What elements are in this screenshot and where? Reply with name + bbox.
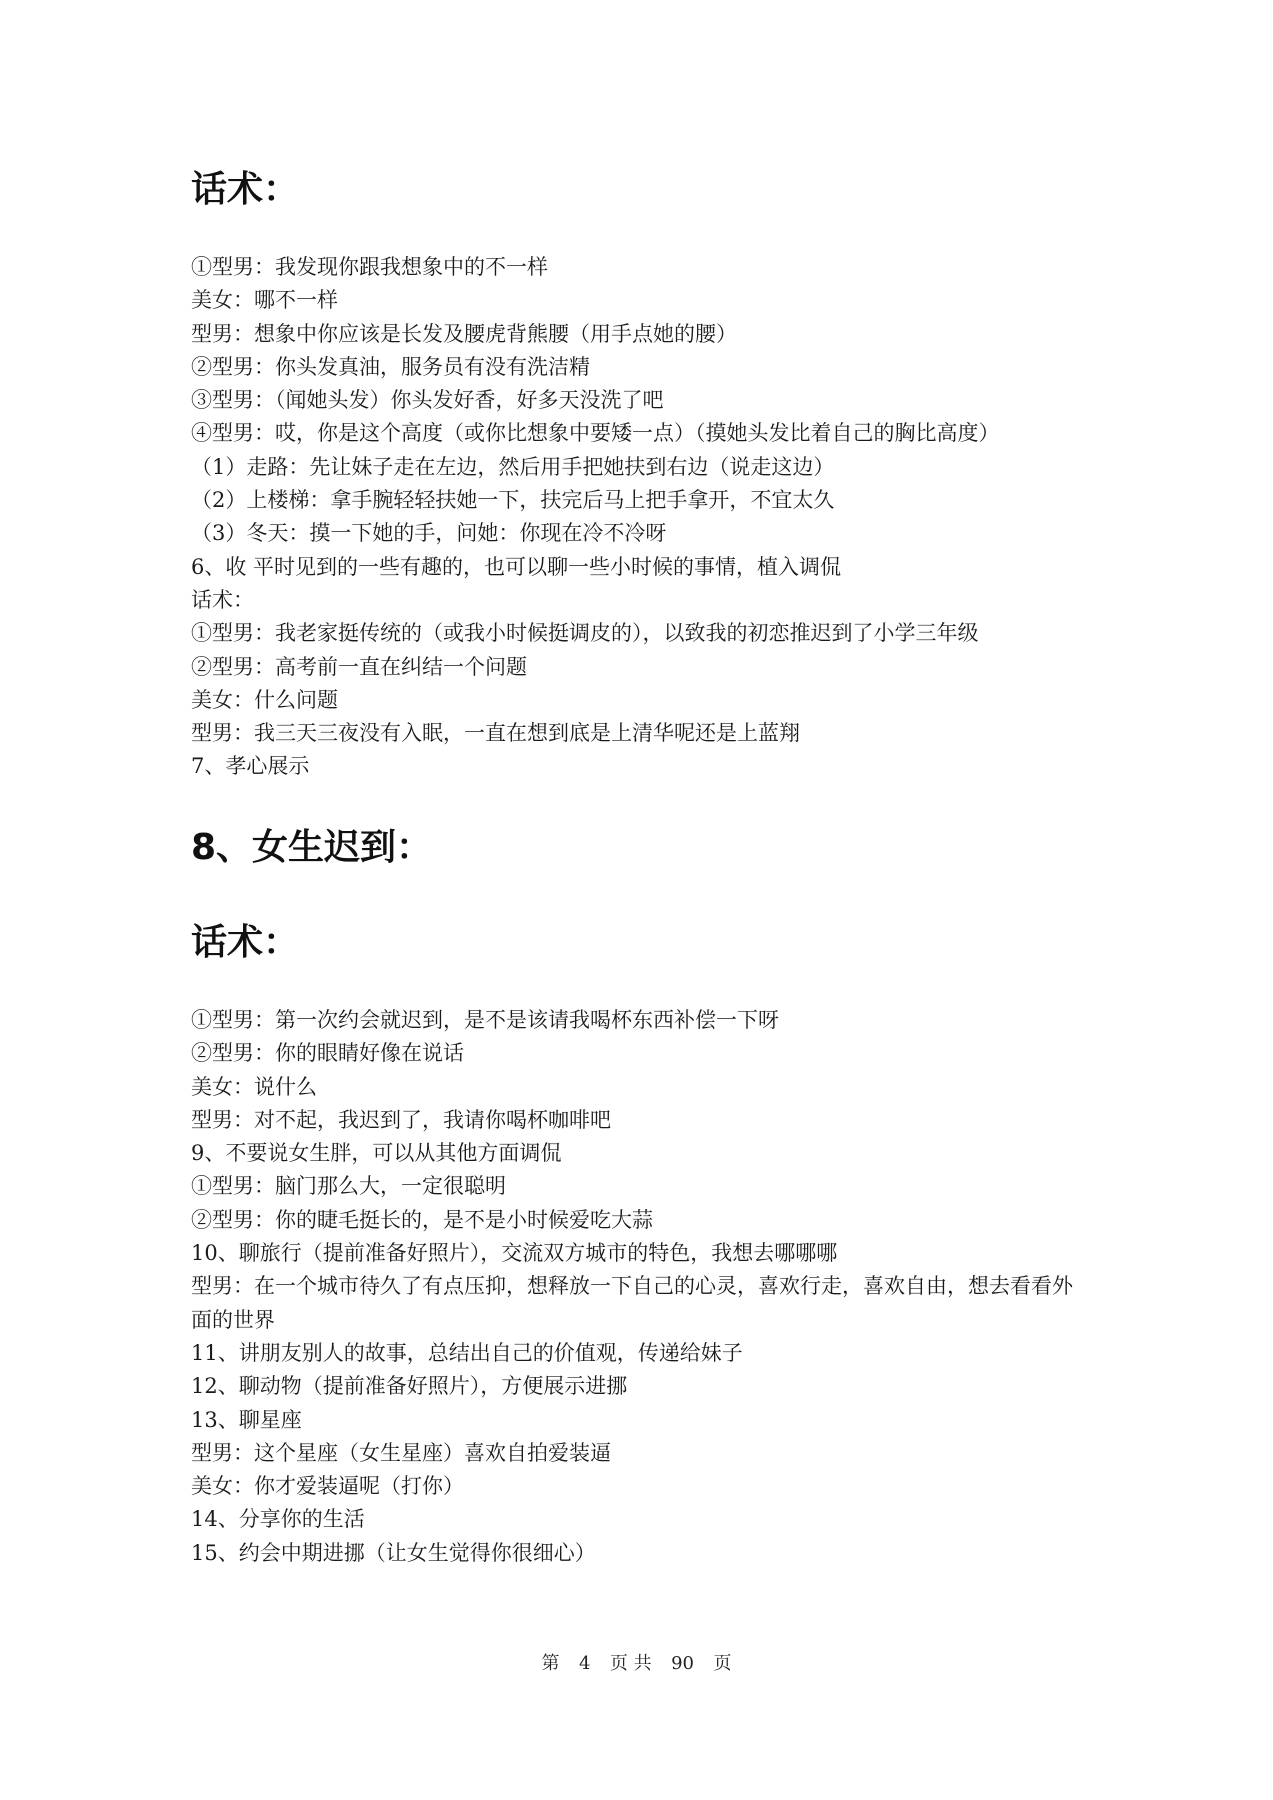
text-line: 10、聊旅行（提前准备好照片），交流双方城市的特色，我想去哪哪哪 — [191, 1241, 838, 1266]
text-line: 美女：你才爱装逼呢（打你） — [191, 1474, 464, 1499]
text-line: 7、孝心展示 — [191, 754, 310, 779]
total-pages: 90 — [671, 1653, 695, 1674]
text-line: 15、约会中期进挪（让女生觉得你很细心） — [191, 1540, 596, 1565]
text-line: 美女：什么问题 — [191, 687, 338, 712]
text-line: 美女：说什么 — [191, 1074, 317, 1099]
text-line: ③型男：（闻她头发）你头发好香，好多天没洗了吧 — [191, 388, 664, 413]
dialogue-block-1 — [191, 251, 1091, 784]
text-line: （2）上楼梯：拿手腕轻轻扶她一下，扶完后马上把手拿开，不宜太久 — [191, 488, 835, 513]
text-line: 6、收 平时见到的一些有趣的，也可以聊一些小时候的事情，植入调侃 — [191, 554, 842, 579]
text-line: ②型男：你的眼睛好像在说话 — [191, 1041, 464, 1066]
current-page-number: 4 — [578, 1653, 591, 1674]
text-line: 12、聊动物（提前准备好照片），方便展示进挪 — [191, 1374, 628, 1399]
text-line: 话术： — [191, 587, 254, 612]
text-line: （1）走路：先让妹子走在左边，然后用手把她扶到右边（说走这边） — [191, 454, 835, 479]
text-line: 14、分享你的生活 — [191, 1507, 365, 1532]
text-line: 11、讲朋友别人的故事，总结出自己的价值观，传递给妹子 — [191, 1340, 743, 1365]
text-line: ①型男：我老家挺传统的（或我小时候挺调皮的），以致我的初恋推迟到了小学三年级 — [191, 621, 979, 646]
text-line-wrapped: 型男：在一个城市待久了有点压抑，想释放一下自己的心灵，喜欢行走，喜欢自由，想去看看外面的世界 — [191, 1274, 1073, 1332]
text-line: ④型男：哎，你是这个高度（或你比想象中要矮一点）（摸她头发比着自己的胸比高度） — [191, 421, 1000, 446]
text-line: ①型男：第一次约会就迟到，是不是该请我喝杯东西补偿一下呀 — [191, 1008, 779, 1032]
text-line: 型男：这个星座（女生星座）喜欢自拍爱装逼 — [191, 1440, 611, 1465]
section-heading-late-arrival: 8、女生迟到： — [191, 827, 433, 868]
text-line: ①型男：脑门那么大，一定很聪明 — [191, 1174, 506, 1199]
text-line: ②型男：你头发真油，服务员有没有洗洁精 — [191, 354, 590, 379]
text-line: 型男：我三天三夜没有入眠，一直在想到底是上清华呢还是上蓝翔 — [191, 721, 800, 746]
footer-prefix: 第 — [541, 1653, 560, 1674]
text-line: 13、聊星座 — [191, 1407, 302, 1432]
section-heading-huashu-2: 话术： — [191, 922, 300, 963]
dialogue-block-2 — [191, 1004, 1091, 1570]
text-line: 美女：哪不一样 — [191, 288, 338, 313]
text-line: ②型男：高考前一直在纠结一个问题 — [191, 654, 527, 679]
text-line: ②型男：你的睫毛挺长的，是不是小时候爱吃大蒜 — [191, 1207, 653, 1232]
page-footer — [0, 1652, 1273, 1676]
text-line: （3）冬天：摸一下她的手，问她：你现在冷不冷呀 — [191, 521, 667, 546]
text-line: 型男：想象中你应该是长发及腰虎背熊腰（用手点她的腰） — [191, 321, 737, 346]
text-line: 9、不要说女生胖，可以从其他方面调侃 — [191, 1141, 562, 1166]
text-line: ①型男：我发现你跟我想象中的不一样 — [191, 255, 548, 279]
section-heading-huashu-1: 话术： — [191, 169, 300, 210]
footer-suffix: 页 — [713, 1653, 732, 1674]
footer-middle: 页 共 — [609, 1653, 652, 1674]
text-line: 型男：对不起，我迟到了，我请你喝杯咖啡吧 — [191, 1107, 611, 1132]
